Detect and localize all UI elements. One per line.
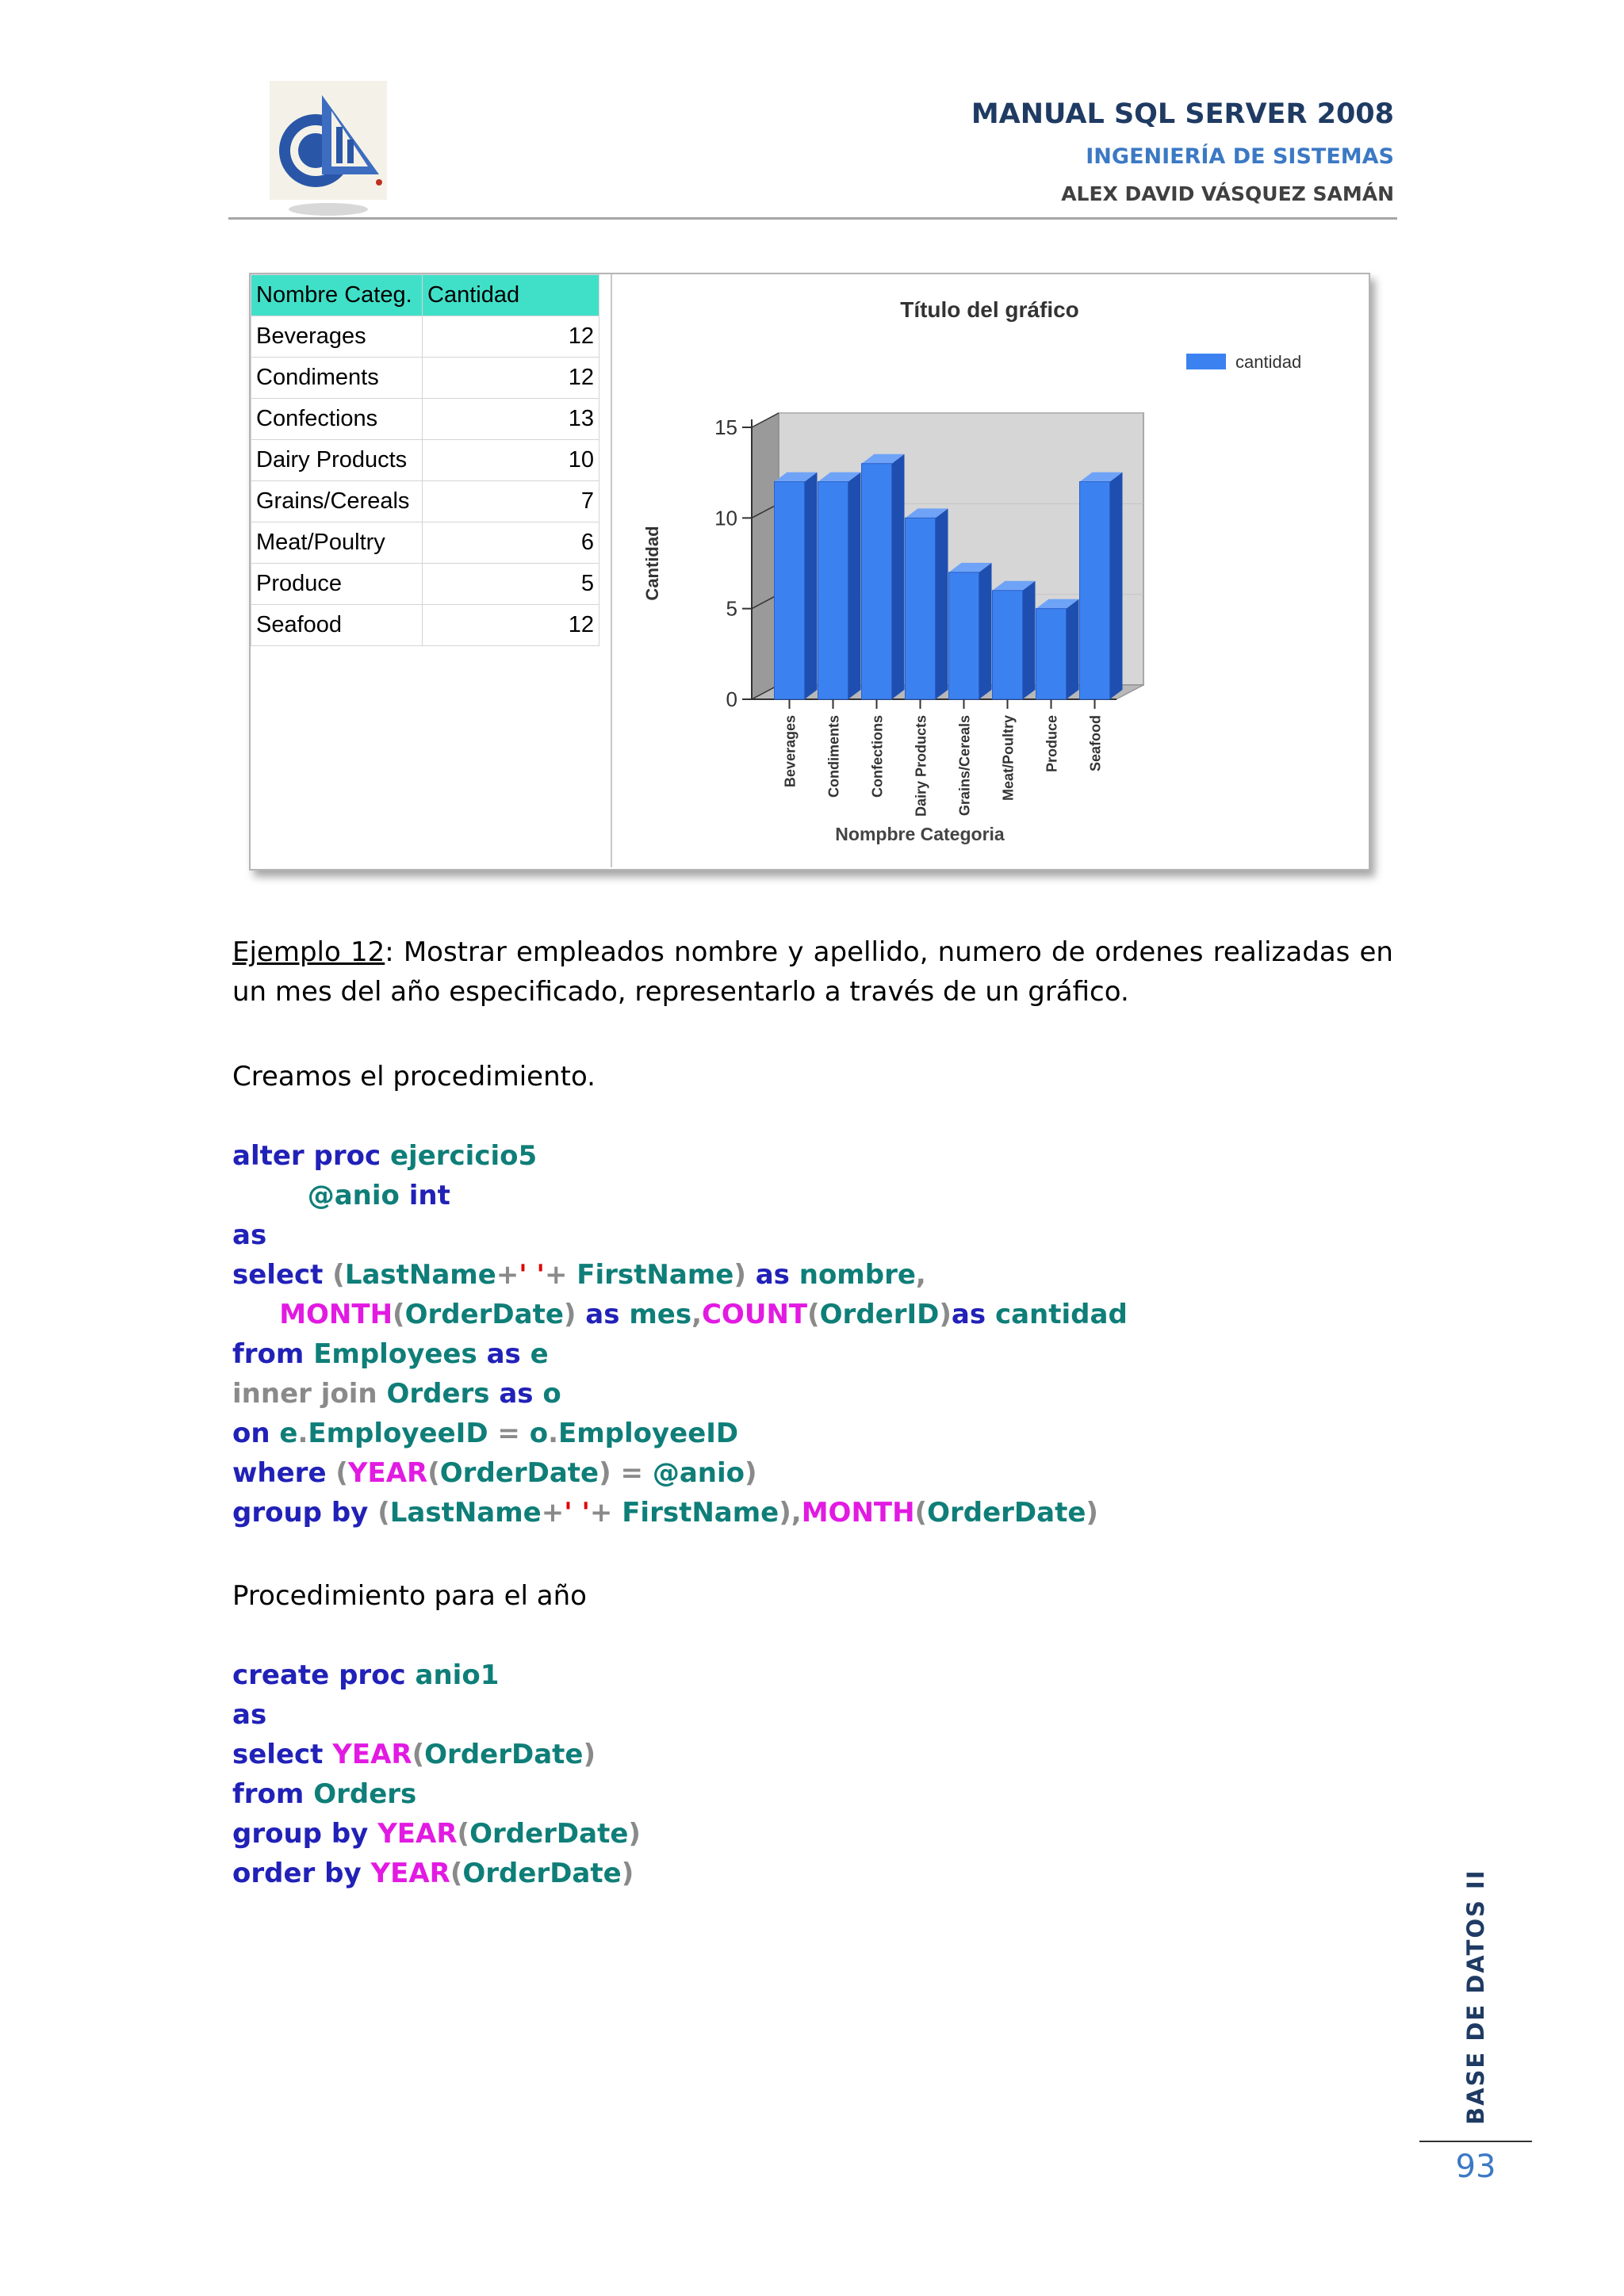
- chart-title: Título del gráfico: [900, 297, 1079, 322]
- code-block-anio1: [232, 1655, 641, 1893]
- chart-bar-side: [848, 473, 861, 699]
- code-line: [232, 1453, 1128, 1493]
- code-token: anio1: [415, 1659, 500, 1691]
- manual-title: MANUAL SQL SERVER 2008: [971, 98, 1394, 130]
- code-token: (: [412, 1739, 425, 1770]
- code-line: [232, 1176, 1128, 1215]
- code-token: as: [486, 1338, 530, 1370]
- code-token: ,: [691, 1299, 702, 1330]
- code-line: [232, 1215, 1128, 1255]
- footer-divider: [1419, 2141, 1532, 2142]
- chart-bar-side: [805, 473, 818, 699]
- code-token: where: [232, 1457, 336, 1489]
- code-token: [232, 1180, 308, 1211]
- header-divider: [228, 217, 1397, 220]
- code-token: .: [297, 1418, 308, 1449]
- grid-row[interactable]: [251, 440, 599, 481]
- grid-column-header[interactable]: Cantidad: [423, 275, 599, 316]
- code-token: nombre: [799, 1259, 916, 1291]
- code-token: (: [807, 1299, 820, 1330]
- chart-x-tick-label: Grains/Cereals: [956, 715, 973, 817]
- code-token: cantidad: [994, 1299, 1128, 1330]
- university-seal-icon: [268, 79, 389, 219]
- chart-y-axis-label: Cantidad: [642, 526, 662, 601]
- code-token: (: [393, 1299, 405, 1330]
- category-grid: [251, 274, 612, 867]
- code-token: group by: [232, 1497, 378, 1529]
- code-token: ): [583, 1739, 596, 1770]
- code-token: ),: [779, 1497, 802, 1529]
- code-token: as: [755, 1259, 799, 1291]
- grid-cell-category[interactable]: Dairy Products: [251, 440, 423, 481]
- text-create-procedure: Creamos el procedimiento.: [232, 1061, 596, 1093]
- grid-cell-quantity[interactable]: 12: [423, 316, 599, 358]
- code-token: OrderDate: [439, 1457, 599, 1489]
- chart-bar: [862, 464, 892, 699]
- grid-cell-category[interactable]: Produce: [251, 564, 423, 605]
- code-block-ejercicio5: [232, 1136, 1128, 1533]
- code-token: +: [544, 1259, 577, 1291]
- grid-row[interactable]: [251, 481, 599, 522]
- chart-x-tick-label: Condiments: [825, 715, 842, 798]
- chart-bar-side: [979, 563, 992, 699]
- code-token: FirstName: [622, 1497, 779, 1529]
- chart-x-tick-label: Dairy Products: [913, 715, 929, 817]
- grid-cell-category[interactable]: Confections: [251, 399, 423, 440]
- code-token: order by: [232, 1858, 371, 1889]
- chart-y-tick-label: 5: [726, 596, 737, 621]
- code-token: .: [548, 1418, 558, 1449]
- code-token: (: [427, 1457, 440, 1489]
- code-token: alter proc: [232, 1140, 390, 1172]
- code-token: LastName: [389, 1497, 542, 1529]
- code-token: MONTH: [801, 1497, 915, 1529]
- code-token: o: [529, 1418, 549, 1449]
- chart-bar-side: [892, 454, 905, 699]
- code-token: as: [232, 1219, 267, 1251]
- chart-y-tick-label: 0: [726, 687, 737, 711]
- grid-cell-quantity[interactable]: 10: [423, 440, 599, 481]
- department-subtitle: INGENIERÍA DE SISTEMAS: [1086, 144, 1394, 169]
- code-line: [232, 1295, 1128, 1334]
- code-line: [232, 1334, 1128, 1374]
- grid-cell-category[interactable]: Grains/Cereals: [251, 481, 423, 522]
- code-token: ' ': [564, 1497, 590, 1529]
- code-token: ): [733, 1259, 756, 1291]
- code-line: [232, 1414, 1128, 1453]
- code-token: (: [335, 1457, 348, 1489]
- code-token: ): [744, 1457, 757, 1489]
- code-line: [232, 1493, 1128, 1533]
- code-token: as: [951, 1299, 995, 1330]
- code-token: as: [232, 1699, 267, 1731]
- code-token: from: [232, 1778, 314, 1810]
- chart-bar: [775, 482, 805, 699]
- code-token: +: [541, 1497, 565, 1529]
- chart-x-tick-label: Confections: [869, 715, 886, 798]
- code-token: LastName: [344, 1259, 496, 1291]
- code-token: e: [279, 1418, 298, 1449]
- code-token: o: [542, 1378, 561, 1410]
- code-token: +: [496, 1259, 519, 1291]
- chart-x-tick-label: Produce: [1044, 715, 1060, 773]
- code-token: ejercicio5: [389, 1140, 538, 1172]
- code-token: ): [628, 1818, 641, 1850]
- grid-row[interactable]: [251, 564, 599, 605]
- code-token: ): [563, 1299, 586, 1330]
- bar-chart: [612, 274, 1367, 867]
- grid-column-header[interactable]: Nombre Categ.: [251, 275, 423, 316]
- code-token: ' ': [519, 1259, 545, 1291]
- code-token: ) =: [599, 1457, 653, 1489]
- chart-x-tick-label: Seafood: [1087, 715, 1104, 772]
- side-label-text: BASE DE DATOS II: [1462, 1869, 1489, 2125]
- code-line: [232, 1136, 1128, 1176]
- chart-bar: [906, 518, 936, 699]
- grid-row[interactable]: [251, 605, 599, 646]
- chart-bar: [1080, 482, 1110, 699]
- grid-header-row: [251, 275, 599, 316]
- code-token: group by: [232, 1818, 378, 1850]
- grid-cell-quantity[interactable]: 6: [423, 522, 599, 564]
- code-token: OrderID: [819, 1299, 940, 1330]
- chart-legend-swatch: [1186, 354, 1226, 369]
- chart-bar: [1036, 609, 1067, 699]
- code-token: select: [232, 1739, 333, 1770]
- code-token: =: [497, 1418, 530, 1449]
- code-token: (: [332, 1259, 345, 1291]
- code-token: mes: [629, 1299, 692, 1330]
- code-token: OrderDate: [424, 1739, 584, 1770]
- code-token: YEAR: [332, 1739, 412, 1770]
- chart-bar: [949, 572, 979, 699]
- chart-bar-side: [1067, 599, 1079, 699]
- code-token: [232, 1299, 279, 1330]
- grid-cell-quantity[interactable]: 7: [423, 481, 599, 522]
- chart-x-axis-label: Nompbre Categoria: [835, 824, 1005, 844]
- code-token: YEAR: [347, 1457, 428, 1489]
- code-token: OrderDate: [462, 1858, 622, 1889]
- code-token: (: [450, 1858, 463, 1889]
- code-token: OrderDate: [927, 1497, 1086, 1529]
- code-token: ): [1086, 1497, 1098, 1529]
- code-token: OrderDate: [404, 1299, 564, 1330]
- grid-cell-quantity[interactable]: 12: [423, 605, 599, 646]
- code-token: ,: [915, 1259, 926, 1291]
- text-year-procedure: Procedimiento para el año: [232, 1580, 587, 1612]
- code-token: YEAR: [370, 1858, 450, 1889]
- chart-bar: [818, 482, 848, 699]
- code-token: create proc: [232, 1659, 416, 1691]
- grid-row[interactable]: [251, 358, 599, 399]
- chart-bar-side: [936, 508, 948, 699]
- example-paragraph: [232, 932, 1393, 1012]
- grid-cell-category[interactable]: Beverages: [251, 316, 423, 358]
- code-token: @anio: [307, 1180, 409, 1211]
- code-token: on: [232, 1418, 280, 1449]
- grid-cell-category[interactable]: Meat/Poultry: [251, 522, 423, 564]
- chart-bar: [993, 591, 1023, 699]
- code-line: [232, 1655, 641, 1695]
- code-token: OrderDate: [469, 1818, 629, 1850]
- chart-y-tick-label: 15: [714, 415, 737, 439]
- code-token: Employees: [313, 1338, 487, 1370]
- code-line: [232, 1854, 641, 1893]
- grid-cell-quantity[interactable]: 13: [423, 399, 599, 440]
- grid-row[interactable]: [251, 399, 599, 440]
- grid-cell-quantity[interactable]: 12: [423, 358, 599, 399]
- code-token: (: [457, 1818, 470, 1850]
- code-line: [232, 1814, 641, 1854]
- code-token: YEAR: [377, 1818, 458, 1850]
- chart-bar-side: [1023, 581, 1036, 699]
- code-token: e: [530, 1338, 549, 1370]
- grid-cell-category[interactable]: Condiments: [251, 358, 423, 399]
- code-token: inner join: [232, 1378, 387, 1410]
- code-line: [232, 1774, 641, 1814]
- chart-y-tick-label: 10: [714, 506, 737, 530]
- code-line: [232, 1255, 1128, 1295]
- code-token: (: [914, 1497, 928, 1529]
- code-token: EmployeeID: [308, 1418, 498, 1449]
- code-token: COUNT: [701, 1299, 808, 1330]
- example-label: Ejemplo 12: [232, 936, 385, 968]
- grid-row[interactable]: [251, 522, 599, 564]
- code-token: Orders: [313, 1778, 417, 1810]
- grid-cell-category[interactable]: Seafood: [251, 605, 423, 646]
- code-token: from: [232, 1338, 314, 1370]
- code-token: as: [585, 1299, 630, 1330]
- code-line: [232, 1735, 641, 1774]
- code-token: @anio: [652, 1457, 745, 1489]
- author-name: ALEX DAVID VÁSQUEZ SAMÁN: [1061, 182, 1394, 205]
- grid-cell-quantity[interactable]: 5: [423, 564, 599, 605]
- code-token: as: [499, 1378, 543, 1410]
- chart-legend-label: cantidad: [1235, 352, 1302, 372]
- grid-row[interactable]: [251, 316, 599, 358]
- page-number: 93: [1455, 2149, 1496, 2185]
- code-line: [232, 1374, 1128, 1414]
- code-token: Orders: [386, 1378, 500, 1410]
- chart-x-tick-label: Beverages: [782, 715, 799, 788]
- chart-x-tick-label: Meat/Poultry: [1000, 715, 1017, 802]
- example-text: : Mostrar empleados nombre y apellido, numero de ordenes realizadas en un mes del año especificado, representarlo a través de un gráfico.: [232, 936, 1393, 1008]
- code-token: ): [939, 1299, 952, 1330]
- code-token: +: [589, 1497, 622, 1529]
- code-token: FirstName: [576, 1259, 734, 1291]
- code-token: EmployeeID: [558, 1418, 739, 1449]
- code-line: [232, 1695, 641, 1735]
- report-screenshot: [249, 273, 1370, 871]
- code-token: MONTH: [279, 1299, 393, 1330]
- code-token: select: [232, 1259, 333, 1291]
- chart-bar-side: [1110, 473, 1123, 699]
- code-token: int: [408, 1180, 450, 1211]
- code-token: (: [377, 1497, 390, 1529]
- code-token: ): [621, 1858, 634, 1889]
